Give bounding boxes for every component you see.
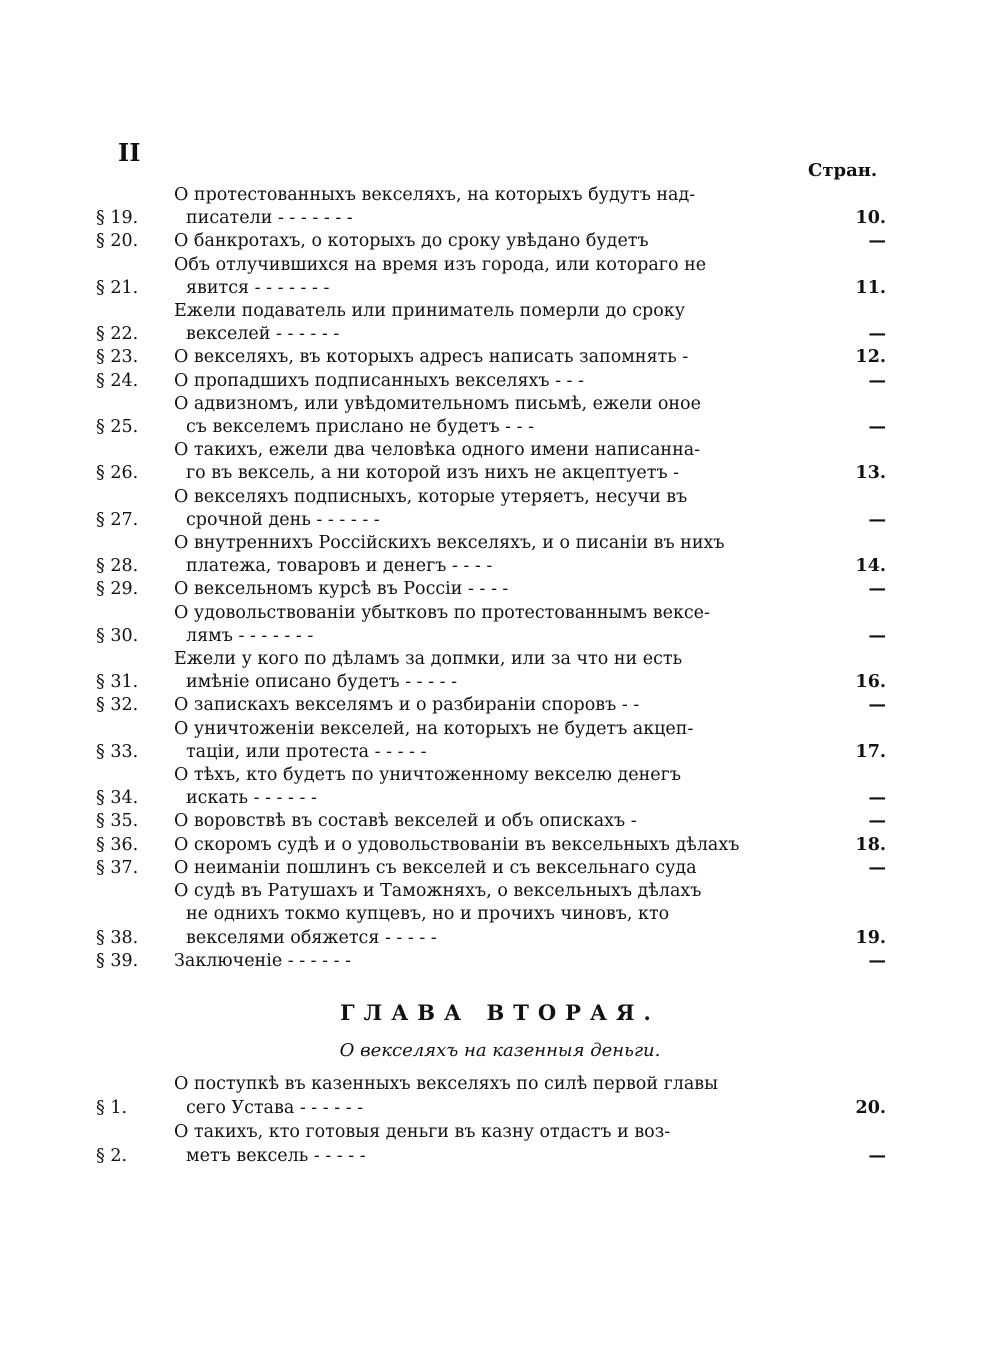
page-reference: — bbox=[868, 857, 886, 878]
section-number: § 19. bbox=[96, 208, 139, 229]
page-reference: 16. bbox=[855, 672, 886, 693]
entry-title-line: О пропадшихъ подписанныхъ векселяхъ - - - bbox=[174, 370, 584, 391]
entry-title-line: имѣніе описано будетъ - - - - - bbox=[186, 672, 458, 693]
entry-title bbox=[174, 393, 830, 439]
toc-entry bbox=[96, 764, 886, 810]
section-number: § 2. bbox=[96, 1146, 128, 1166]
entry-title-line: Ежели подаватель или приниматель померли до сроку bbox=[174, 301, 686, 322]
section-number: § 34. bbox=[96, 788, 139, 809]
page-reference: 11. bbox=[855, 277, 886, 298]
section-number: § 31. bbox=[96, 672, 139, 693]
toc-entry bbox=[96, 694, 886, 717]
section-number: § 26. bbox=[96, 463, 139, 484]
page-reference: — bbox=[868, 509, 886, 530]
page-reference: 13. bbox=[855, 463, 886, 484]
toc-entry bbox=[96, 346, 886, 369]
entry-title-line: искать - - - - - - bbox=[186, 788, 317, 809]
entry-title-line: срочной день - - - - - - bbox=[186, 509, 380, 530]
entry-title-line: съ векселемъ прислано не будетъ - - - bbox=[186, 417, 535, 438]
entry-title bbox=[174, 880, 830, 950]
entry-title-line: векселями обяжется - - - - - bbox=[186, 927, 437, 948]
section-number: § 25. bbox=[96, 417, 139, 438]
entry-title-line: О неиманіи пошлинъ съ векселей и съ вексельнаго суда bbox=[174, 857, 697, 878]
entry-title bbox=[174, 694, 830, 717]
page-reference: 12. bbox=[855, 347, 886, 368]
entry-title bbox=[174, 254, 830, 300]
toc-entry bbox=[96, 439, 886, 485]
toc-entry bbox=[96, 254, 886, 300]
section-number: § 24. bbox=[96, 370, 139, 391]
section-number: § 1. bbox=[96, 1098, 128, 1118]
toc-entry bbox=[96, 950, 886, 973]
entry-title bbox=[174, 578, 830, 601]
entry-title bbox=[174, 834, 830, 857]
toc-entry bbox=[96, 393, 886, 439]
toc-entry bbox=[96, 184, 886, 230]
entry-title bbox=[174, 486, 830, 532]
entry-title-line: О поступкѣ въ казенныхъ векселяхъ по силѣ первой главы bbox=[174, 1074, 719, 1094]
entry-title-line: О векселяхъ подписныхъ, которые утеряетъ, несучи въ bbox=[174, 486, 688, 507]
entry-title-line: О адвизномъ, или увѣдомительномъ письмѣ, ежели оное bbox=[174, 393, 701, 414]
page-column-header: Стран. bbox=[808, 160, 878, 181]
section-number: § 37. bbox=[96, 857, 139, 878]
entry-title bbox=[174, 532, 830, 578]
page-reference: — bbox=[868, 417, 886, 438]
page-reference: 20. bbox=[855, 1098, 886, 1118]
entry-title-line: Объ отлучившихся на время изъ города, или котораго не bbox=[174, 254, 707, 275]
entry-title bbox=[174, 184, 830, 230]
page-reference: 17. bbox=[855, 741, 886, 762]
entry-title-line: О скоромъ судѣ и о удовольствованіи въ вексельныхъ дѣлахъ bbox=[174, 834, 740, 855]
page-reference: — bbox=[868, 950, 886, 971]
page-reference: — bbox=[868, 811, 886, 832]
page-reference: — bbox=[868, 1146, 886, 1166]
entry-title bbox=[174, 810, 830, 833]
entry-title-line: О внутреннихъ Россійскихъ векселяхъ, и о писаніи въ нихъ bbox=[174, 533, 725, 554]
entry-title-line: векселей - - - - - - bbox=[186, 324, 340, 345]
page-reference: 18. bbox=[855, 834, 886, 855]
entry-title-line: О запискахъ векселямъ и о разбираніи споровъ - - bbox=[174, 695, 640, 716]
entry-title bbox=[174, 1120, 830, 1168]
toc-entry bbox=[96, 880, 886, 950]
entry-title-line: Ежели у кого по дѣламъ за допмки, или за что ни есть bbox=[174, 649, 683, 670]
page-reference: — bbox=[868, 579, 886, 600]
section-number: § 35. bbox=[96, 811, 139, 832]
toc-entry bbox=[96, 370, 886, 393]
entry-title bbox=[174, 648, 830, 694]
section-number: § 23. bbox=[96, 347, 139, 368]
chapter-two-table-of-contents bbox=[96, 1072, 886, 1168]
toc-entry bbox=[96, 834, 886, 857]
entry-title-line: сего Устава - - - - - - bbox=[186, 1098, 364, 1118]
page-number: II bbox=[118, 138, 141, 167]
section-number: § 22. bbox=[96, 324, 139, 345]
page-reference: — bbox=[868, 788, 886, 809]
entry-title-line: О судѣ въ Ратушахъ и Таможняхъ, о вексельныхъ дѣлахъ bbox=[174, 881, 702, 902]
toc-entry bbox=[96, 1072, 886, 1120]
toc-entry bbox=[96, 230, 886, 253]
entry-title-line: Заключеніе - - - - - - bbox=[174, 950, 352, 971]
section-number: § 39. bbox=[96, 950, 139, 971]
entry-title-line: О векселяхъ, въ которыхъ адресъ написать запомнять - bbox=[174, 347, 689, 368]
section-number: § 30. bbox=[96, 625, 139, 646]
entry-title-line: лямъ - - - - - - - bbox=[186, 625, 314, 646]
toc-entry bbox=[96, 300, 886, 346]
section-number: § 27. bbox=[96, 509, 139, 530]
entry-title-line: явится - - - - - - - bbox=[186, 277, 330, 298]
entry-title-line: О такихъ, кто готовыя деньги въ казну отдастъ и воз- bbox=[174, 1122, 671, 1142]
chapter-subtitle: О векселяхъ на казенныя деньги. bbox=[339, 1040, 661, 1061]
entry-title bbox=[174, 230, 830, 253]
toc-entry bbox=[96, 810, 886, 833]
page-reference: — bbox=[868, 370, 886, 391]
entry-title-line: таціи, или протеста - - - - - bbox=[186, 741, 427, 762]
section-number: § 36. bbox=[96, 834, 139, 855]
page-reference: — bbox=[868, 231, 886, 252]
entry-title bbox=[174, 439, 830, 485]
page-reference: — bbox=[868, 324, 886, 345]
section-number: § 33. bbox=[96, 741, 139, 762]
entry-title bbox=[174, 764, 830, 810]
entry-title-line: го въ вексель, а ни которой изъ нихъ не акцептуетъ - bbox=[186, 463, 680, 484]
page-reference: 10. bbox=[855, 208, 886, 229]
toc-entry bbox=[96, 486, 886, 532]
page-reference: — bbox=[868, 695, 886, 716]
toc-entry bbox=[96, 1120, 886, 1168]
toc-entry bbox=[96, 648, 886, 694]
section-number: § 29. bbox=[96, 579, 139, 600]
entry-title bbox=[174, 300, 830, 346]
entry-title-line: О тѣхъ, кто будетъ по уничтоженному векселю денегъ bbox=[174, 765, 681, 786]
entry-title-line: О вексельномъ курсѣ въ Россіи - - - - bbox=[174, 579, 509, 600]
toc-entry bbox=[96, 532, 886, 578]
entry-title-line: О воровствѣ въ составѣ векселей и объ опискахъ - bbox=[174, 811, 637, 832]
entry-title bbox=[174, 950, 830, 973]
toc-entry bbox=[96, 718, 886, 764]
page-reference: — bbox=[868, 625, 886, 646]
toc-entry bbox=[96, 578, 886, 601]
chapter-title: ГЛАВА ВТОРАЯ. bbox=[340, 1000, 660, 1025]
entry-title-line: О банкротахъ, о которыхъ до сроку увѣдано будетъ bbox=[174, 231, 649, 252]
section-number: § 38. bbox=[96, 927, 139, 948]
entry-title bbox=[174, 602, 830, 648]
entry-title-line: О уничтоженіи векселей, на которыхъ не будетъ акцеп- bbox=[174, 718, 694, 739]
entry-title-line: не однихъ токмо купцевъ, но и прочихъ чиновъ, кто bbox=[186, 904, 670, 925]
entry-title bbox=[174, 370, 830, 393]
entry-title-line: О протестованныхъ векселяхъ, на которыхъ будутъ над- bbox=[174, 185, 696, 205]
chapter-one-table-of-contents bbox=[96, 184, 886, 973]
toc-entry bbox=[96, 857, 886, 880]
toc-entry bbox=[96, 602, 886, 648]
section-number: § 21. bbox=[96, 277, 139, 298]
entry-title-line: метъ вексель - - - - - bbox=[186, 1146, 366, 1166]
entry-title bbox=[174, 857, 830, 880]
entry-title bbox=[174, 1072, 830, 1120]
entry-title bbox=[174, 346, 830, 369]
section-number: § 28. bbox=[96, 556, 139, 577]
section-number: § 32. bbox=[96, 695, 139, 716]
page-reference: 14. bbox=[855, 556, 886, 577]
entry-title-line: О такихъ, ежели два человѣка одного имени написанна- bbox=[174, 440, 701, 461]
entry-title-line: платежа, товаровъ и денегъ - - - - bbox=[186, 556, 493, 577]
entry-title-line: писатели - - - - - - - bbox=[186, 208, 353, 229]
page-reference: 19. bbox=[855, 927, 886, 948]
section-number: § 20. bbox=[96, 231, 139, 252]
entry-title-line: О удовольствованіи убытковъ по протестованнымъ вексе- bbox=[174, 602, 710, 623]
entry-title bbox=[174, 718, 830, 764]
